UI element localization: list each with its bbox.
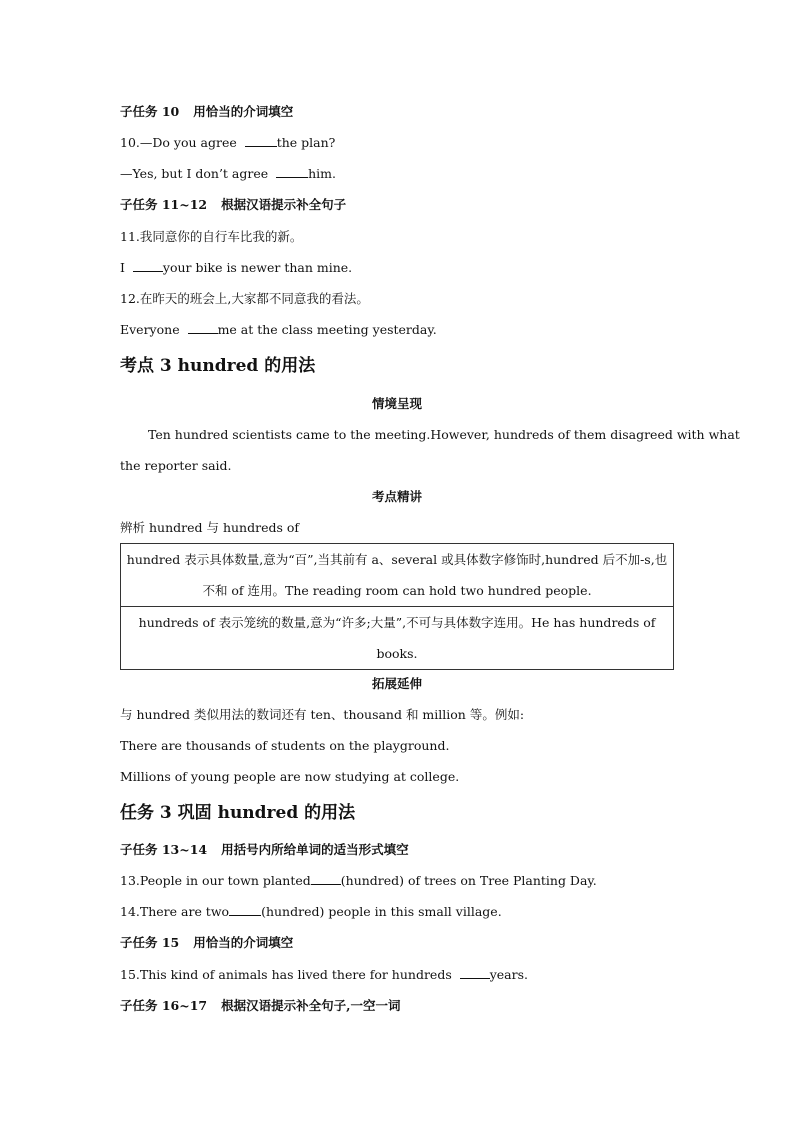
- cell-line: hundred 表示具体数量,意为“百”,当其前有 a、several 或具体数字修饰时,hundred 后不加-s,也: [126, 552, 668, 567]
- table-cell: [121, 607, 674, 670]
- distinguish-label: 辨析 hundred 与 hundreds of: [120, 520, 300, 535]
- q14-tail: (hundred) people in this small village.: [261, 904, 502, 919]
- cell-line: 不和 of 连用。The reading room can hold two hundred people.: [202, 583, 592, 598]
- question-11-chinese: 11.我同意你的自行车比我的新。: [120, 229, 303, 244]
- q12-tail: me at the class meeting yesterday.: [217, 322, 437, 337]
- subtask-instruction: 根据汉语提示补全句子,一空一词: [221, 998, 401, 1013]
- q11-tail: your bike is newer than mine.: [162, 260, 353, 275]
- subtask-instruction: 用括号内所给单词的适当形式填空: [221, 842, 409, 857]
- table-cell: [121, 544, 674, 607]
- q12-text: Everyone: [120, 322, 180, 337]
- subtask-16-heading: [120, 998, 400, 1014]
- q10a-text: 10.—Do you agree: [120, 135, 237, 150]
- subtask-label: 子任务 13~14: [120, 842, 208, 857]
- subtask-15-heading: [120, 935, 293, 951]
- task-3-title: 任务 3 巩固 hundred 的用法: [120, 803, 356, 823]
- context-text-line2: the reporter said.: [120, 458, 232, 473]
- question-11: [120, 260, 352, 276]
- subtask-label: 子任务 15: [120, 935, 180, 950]
- subtask-13-heading: [120, 842, 409, 858]
- q14-text: 14.There are two: [120, 904, 230, 919]
- answer-blank[interactable]: [229, 904, 261, 916]
- question-15: [120, 967, 528, 983]
- q15-tail: years.: [489, 967, 528, 982]
- q10b-tail: him.: [308, 166, 336, 181]
- q13-text: 13.People in our town planted: [120, 873, 311, 888]
- extend-line3: Millions of young people are now studying at college.: [120, 769, 460, 784]
- comparison-table: [120, 543, 674, 670]
- context-heading: 情境呈现: [371, 396, 422, 411]
- kaodian-3-title: 考点 3 hundred 的用法: [120, 356, 316, 376]
- subtask-label: 子任务 16~17: [120, 998, 208, 1013]
- context-text-line1: Ten hundred scientists came to the meeting.However, hundreds of them disagreed with what: [148, 427, 740, 442]
- answer-blank[interactable]: [311, 873, 341, 885]
- subtask-label: 子任务 10: [120, 104, 180, 119]
- q13-tail: (hundred) of trees on Tree Planting Day.: [340, 873, 597, 888]
- question-12: [120, 322, 437, 338]
- question-12-chinese: 12.在昨天的班会上,大家都不同意我的看法。: [120, 291, 369, 306]
- explain-heading: 考点精讲: [371, 489, 422, 504]
- q10b-text: —Yes, but I don’t agree: [120, 166, 269, 181]
- answer-blank[interactable]: [133, 260, 163, 272]
- subtask-10-heading: [120, 104, 293, 120]
- subtask-instruction: 根据汉语提示补全句子: [221, 197, 347, 212]
- q15-text: 15.This kind of animals has lived there for hundreds: [120, 967, 452, 982]
- q10a-tail: the plan?: [276, 135, 336, 150]
- cell-line: books.: [376, 646, 418, 661]
- subtask-label: 子任务 11~12: [120, 197, 208, 212]
- subtask-instruction: 用恰当的介词填空: [193, 104, 294, 119]
- q11-text: I: [120, 260, 125, 275]
- extend-line2: There are thousands of students on the playground.: [120, 738, 450, 753]
- answer-blank[interactable]: [460, 967, 490, 979]
- cell-line: hundreds of 表示笼统的数量,意为“许多;大量”,不可与具体数字连用。He has hundreds of: [138, 615, 656, 630]
- answer-blank[interactable]: [245, 135, 277, 147]
- answer-blank[interactable]: [276, 166, 308, 178]
- question-13: [120, 873, 597, 889]
- question-10a: [120, 135, 335, 151]
- question-14: [120, 904, 502, 920]
- table-row: [121, 544, 674, 607]
- table-row: [121, 607, 674, 670]
- subtask-11-heading: [120, 197, 346, 213]
- answer-blank[interactable]: [188, 322, 218, 334]
- subtask-instruction: 用恰当的介词填空: [193, 935, 294, 950]
- question-10b: [120, 166, 336, 182]
- extend-heading: 拓展延伸: [371, 676, 422, 691]
- extend-line1: 与 hundred 类似用法的数词还有 ten、thousand 和 million 等。例如:: [120, 707, 525, 722]
